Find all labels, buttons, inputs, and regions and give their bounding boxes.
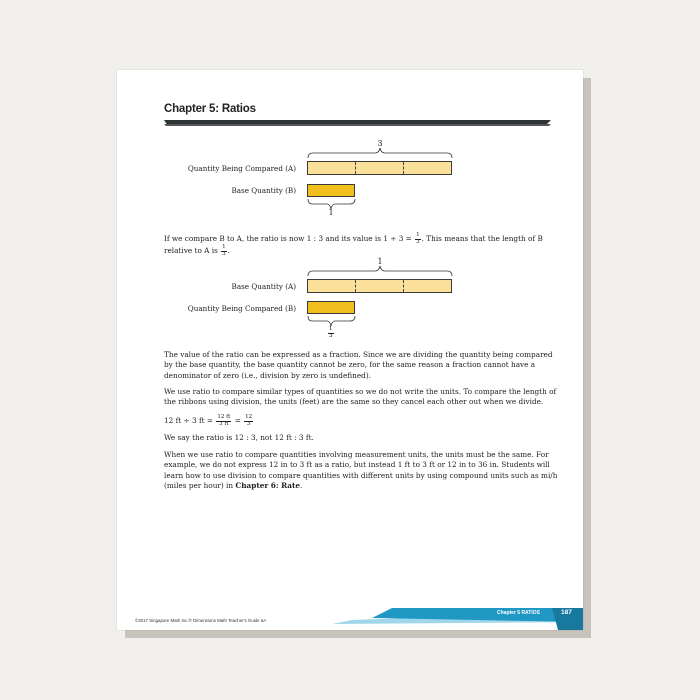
paragraph-text: . This means that the length of B relative to A is: [164, 234, 543, 255]
fraction-denominator: 3: [222, 250, 226, 257]
bar-model-diagram-2: [117, 257, 583, 340]
paragraph-text: .: [227, 246, 230, 255]
equals-sign: =: [234, 416, 241, 425]
label-base-quantity-a: Base Quantity (A): [231, 282, 296, 291]
copyright-footer: ©2017 Singapore Math Inc.® Dimensions Math Teacher's Guide 6A: [135, 618, 267, 623]
paragraph-text: If we compare B to A, the ratio is now 1 : 3 and its value is 1 ÷ 3 =: [164, 234, 412, 243]
paragraph-ratio-statement: We say the ratio is 12 : 3, not 12 ft : 3 ft.: [164, 433, 314, 442]
bar-divider: [403, 162, 404, 174]
fraction-one-third: [221, 245, 227, 257]
fraction-12ft-3ft: [216, 415, 231, 427]
top-brace-label: 1: [377, 257, 383, 266]
document-page: [117, 70, 583, 630]
bar-divider: [403, 280, 404, 292]
fraction-numerator: 12: [245, 414, 253, 420]
bar-b: [307, 184, 355, 197]
fraction-one-third: [415, 233, 421, 245]
equation-lhs: 12 ft ÷ 3 ft =: [164, 416, 214, 425]
bottom-brace-label: 1: [328, 208, 334, 217]
footer-accent-band: [332, 608, 583, 630]
bar-b: [307, 301, 355, 314]
paragraph-ratio-b-to-a: [164, 233, 558, 257]
chapter-title: Chapter 5: Ratios: [164, 103, 256, 115]
fraction-12-3: [244, 415, 253, 427]
fraction-denominator: 3: [416, 238, 420, 245]
bar-divider: [355, 162, 356, 174]
label-quantity-compared-a: Quantity Being Compared (A): [187, 164, 296, 173]
fraction-denominator: 3: [246, 420, 251, 427]
bottom-brace-fraction: [328, 327, 334, 339]
footer-chapter-label: Chapter 5 RATIOS: [497, 610, 540, 616]
paragraph-text: .: [300, 481, 303, 491]
chapter-reference: Chapter 6: Rate: [235, 481, 301, 491]
label-base-quantity-b: Base Quantity (B): [231, 186, 296, 195]
fraction-denominator: 3 ft: [219, 420, 229, 427]
fraction-denominator: 3: [329, 332, 333, 339]
bar-divider: [355, 280, 356, 292]
top-brace: [307, 265, 453, 277]
top-brace: [307, 147, 453, 159]
equation-line: [164, 415, 558, 427]
fraction-numerator: 1: [329, 326, 333, 332]
paragraph-fraction-value: The value of the ratio can be expressed as a fraction. Since we are dividing the quantity being compared by the base quantity, the base quantity cannot be zero, for the same reason a fraction cannot have a denominator of zero (i.e., division by zero is undefined).: [164, 350, 553, 380]
paragraph-measurement-units: [164, 450, 558, 492]
paragraph-units-cancel: We use ratio to compare similar types of quantities so we do not write the units. To compare the length of the ribbons using division, the units (feet) are the same so they cancel each other out when we divide.: [164, 387, 557, 407]
page-number: 187: [561, 609, 572, 616]
top-brace-label: 3: [377, 139, 383, 148]
bar-model-diagram-1: [117, 139, 583, 222]
paragraph-text: When we use ratio to compare quantities involving measurement units, the units must be the same. For example, we do not express 12 in to 3 ft as a ratio, but instead 1 ft to 3 ft or 12 in to 36 in. Students will learn how to use division to compare quantities with different units by using compound units such as mi/h (miles per hour) in: [164, 450, 558, 491]
bar-a: [307, 161, 452, 175]
fraction-numerator: 12 ft: [217, 414, 231, 420]
label-quantity-compared-b: Quantity Being Compared (B): [187, 304, 296, 313]
bar-a: [307, 279, 452, 293]
title-rule: [164, 120, 551, 126]
fraction-numerator: 1: [222, 244, 226, 250]
fraction-numerator: 1: [416, 232, 420, 238]
